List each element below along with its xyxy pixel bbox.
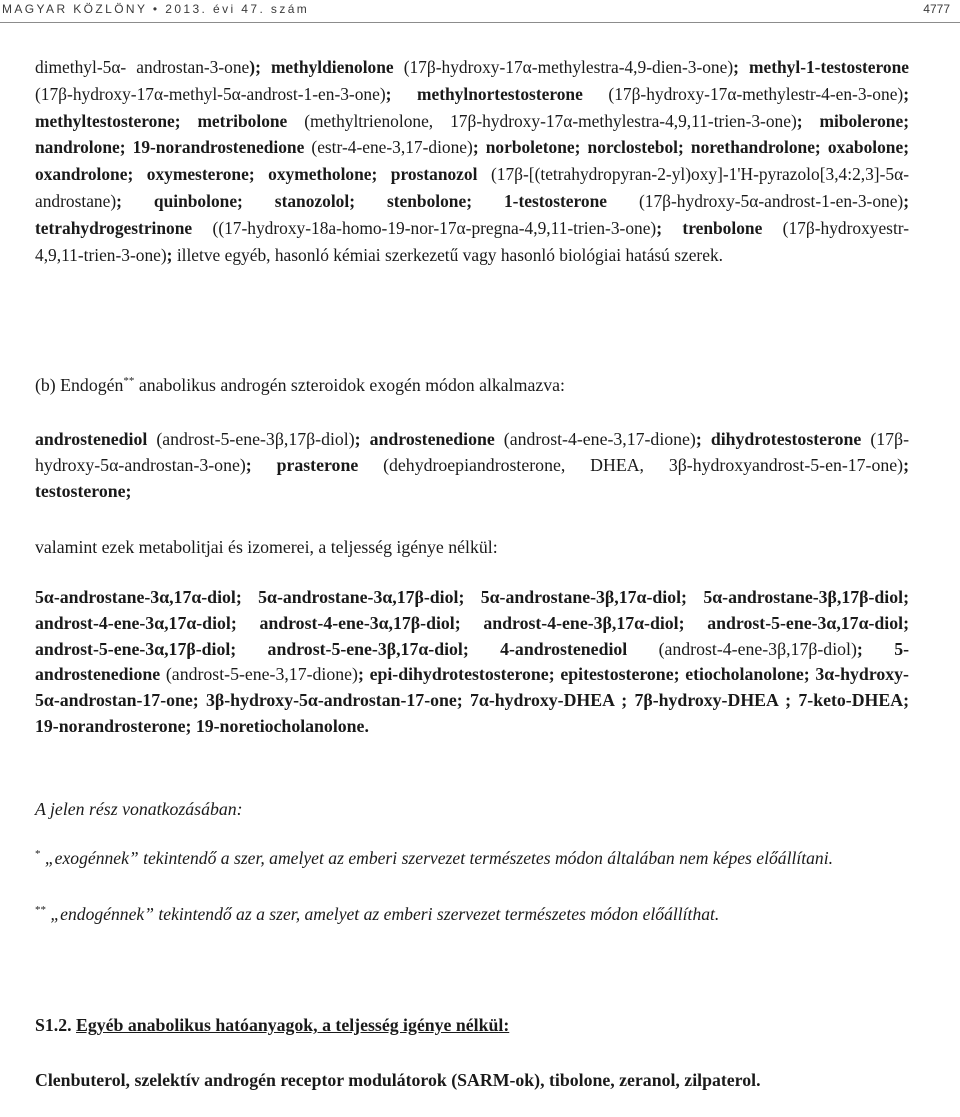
meta-seg-06: ; epi-dihydrotestosterone; epitestosterone; etiocholanolone; 3α-hydroxy-5α-androstan-17-one; 3β-hydroxy-5α-androstan-17-one; 7α-hydroxy-DHEA ; 7β-hydroxy-DHEA ; 7-keto-DHEA; 19-norandrosterone; 19-noretiocholanolone.	[35, 664, 909, 736]
exo-seg-01: dimethyl-5α- androstan-3-one	[35, 57, 250, 77]
section-s12-body	[35, 1068, 909, 1094]
exo-seg-14: ;	[796, 110, 820, 131]
meta-seg-01: 5α-androstane-3α,17α-diol; 5α-androstane-3α,17β-diol; 5α-androstane-3β,17α-diol; 5α-androstane-3β,17β-diol; androst-4-ene-3α,17α-diol; androst-4-ene-3α,17β-diol; androst-4-ene-3β,17α-diol; androst-5-ene-3α,17α-diol; androst-5-ene-3α,17β-diol; androst-5-ene-3β,17α-diol; 4-androstenediol	[35, 587, 909, 659]
endo-seg-12: ; testosterone;	[35, 454, 909, 501]
section-s12-title: Egyéb anabolikus hatóanyagok, a teljesség igénye nélkül:	[76, 1015, 510, 1035]
metabolites-list	[35, 585, 909, 740]
exo-seg-21: quinbolone; stanozolol; stenbolone; 1-testosterone	[153, 190, 607, 211]
endo-seg-04: androstenedione	[369, 429, 495, 449]
endo-seg-03: ;	[354, 429, 370, 449]
exo-seg-25: ((17-hydroxy-18a-homo-19-nor-17α-pregna-4,9,11-trien-3-one)	[192, 217, 657, 238]
double-asterisk-marker: **	[123, 375, 135, 388]
exo-seg-16: (estr-4-ene-3,17-dione)	[304, 137, 473, 158]
meta-seg-02: (androst-4-ene-3β,17β-diol)	[627, 638, 857, 659]
footnote-exogenous-text: „exogénnek” tekintendő a szer, amelyet az emberi szervezet természetes módon általában nem képes előállítani.	[40, 848, 834, 868]
section-s12-number: S1.2.	[35, 1015, 72, 1035]
exo-seg-07: (17β-hydroxy-17α-methyl-5α-androst-1-en-3-one)	[35, 83, 386, 104]
section-b-label: (b) Endogén	[35, 375, 124, 395]
endo-seg-02: (androst-5-ene-3β,17β-diol)	[147, 429, 355, 449]
double-asterisk-footnote-marker: **	[35, 904, 46, 917]
endo-seg-09: ;	[245, 454, 277, 475]
footnote-endogenous-text: „endogénnek” tekintendő az a szer, amelyet az emberi szervezet természetes módon előállíthat.	[46, 904, 720, 924]
meta-seg-04: 5-androstenedione	[35, 638, 909, 685]
exo-seg-15: mibolerone; nandrolone; 19-norandrostenedione	[35, 110, 909, 158]
section-s12-heading	[35, 1013, 909, 1039]
exo-seg-13: (methyltrienolone, 17β-hydroxy-17α-methylestra-4,9,11-trien-3-one)	[287, 110, 797, 131]
exo-seg-24: tetrahydrogestrinone	[35, 217, 193, 238]
endo-seg-10: prasterone	[276, 454, 359, 475]
meta-seg-05: (androst-5-ene-3,17-dione)	[160, 664, 358, 685]
exo-seg-03: methyldienolone	[270, 57, 394, 77]
exo-seg-17: ;	[472, 137, 486, 158]
exo-seg-06: methyl-1-testosterone	[749, 57, 910, 77]
endo-seg-06: ;	[695, 429, 711, 449]
exo-seg-29: ;	[166, 244, 177, 265]
journal-name: MAGYAR KÖZLÖNY	[2, 2, 148, 16]
exo-seg-05: ;	[733, 57, 749, 77]
exo-seg-18: norboletone; norclostebol; norethandrolone; oxabolone; oxandrolone; oxymesterone; oxymetholone; prostanozol	[35, 137, 909, 185]
endo-seg-05: (androst-4-ene-3,17-dione)	[494, 429, 696, 449]
exo-seg-26: ;	[656, 217, 683, 238]
page-number: 4777	[923, 2, 950, 16]
exo-seg-04: (17β-hydroxy-17α-methylestra-4,9-dien-3-one)	[393, 57, 734, 77]
exo-seg-19: (17β-[(tetrahydropyran-2-yl)oxy]-1'H-pyrazolo[3,4:2,3]-5α-androstane)	[35, 164, 909, 211]
exo-seg-11: ;	[903, 83, 909, 104]
asterisk-marker: *	[35, 848, 41, 861]
endo-seg-11: (dehydroepiandrosterone, DHEA, 3β-hydroxyandrost-5-en-17-one)	[358, 454, 904, 475]
exo-seg-02: );	[249, 57, 271, 77]
exo-seg-22: (17β-hydroxy-5α-androst-1-en-3-one)	[607, 190, 904, 211]
exo-seg-30: illetve egyéb, hasonló kémiai szerkezetű vagy hasonló biológiai hatású szerek.	[176, 244, 723, 265]
metabolites-intro: valamint ezek metabolitjai és izomerei, a teljesség igénye nélkül:	[35, 537, 498, 557]
endo-seg-07: dihydrotestosterone	[710, 429, 862, 449]
section-s12-body-text: Clenbuterol, szelektív androgén receptor modulátorok (SARM-ok), tibolone, zeranol, zilpaterol.	[35, 1070, 761, 1090]
exo-seg-20: ;	[116, 190, 154, 211]
definitions-intro	[35, 797, 909, 823]
exo-seg-10: (17β-hydroxy-17α-methylestr-4-en-3-one)	[582, 83, 904, 104]
definitions-intro-text: A jelen rész vonatkozásában:	[35, 799, 243, 819]
footnote-endogenous	[35, 903, 909, 926]
bullet-separator: •	[152, 2, 160, 16]
exo-seg-28: (17β-hydroxyestr-4,9,11-trien-3-one)	[35, 217, 910, 265]
exo-seg-12: methyltestosterone; metribolone	[35, 110, 288, 131]
journal-issue-line	[2, 2, 309, 16]
endogenous-steroid-list	[35, 427, 909, 504]
endo-seg-08: (17β-hydroxy-5α-androstan-3-one)	[35, 429, 909, 475]
exo-seg-23: ;	[903, 190, 910, 211]
exogenous-steroid-list	[35, 54, 909, 268]
section-b-heading	[35, 373, 909, 399]
exo-seg-27: trenbolone	[682, 217, 763, 238]
endo-seg-01: androstenediol	[35, 429, 148, 449]
page-header	[0, 0, 960, 23]
section-b-label-rest: anabolikus androgén szteroidok exogén módon alkalmazva:	[134, 375, 565, 395]
exo-seg-09: methylnortestosterone	[417, 83, 583, 104]
exo-seg-08: ;	[385, 83, 417, 104]
meta-seg-03: ;	[856, 638, 895, 659]
footnote-exogenous	[35, 847, 909, 870]
issue-label: 2013. évi 47. szám	[165, 2, 310, 16]
